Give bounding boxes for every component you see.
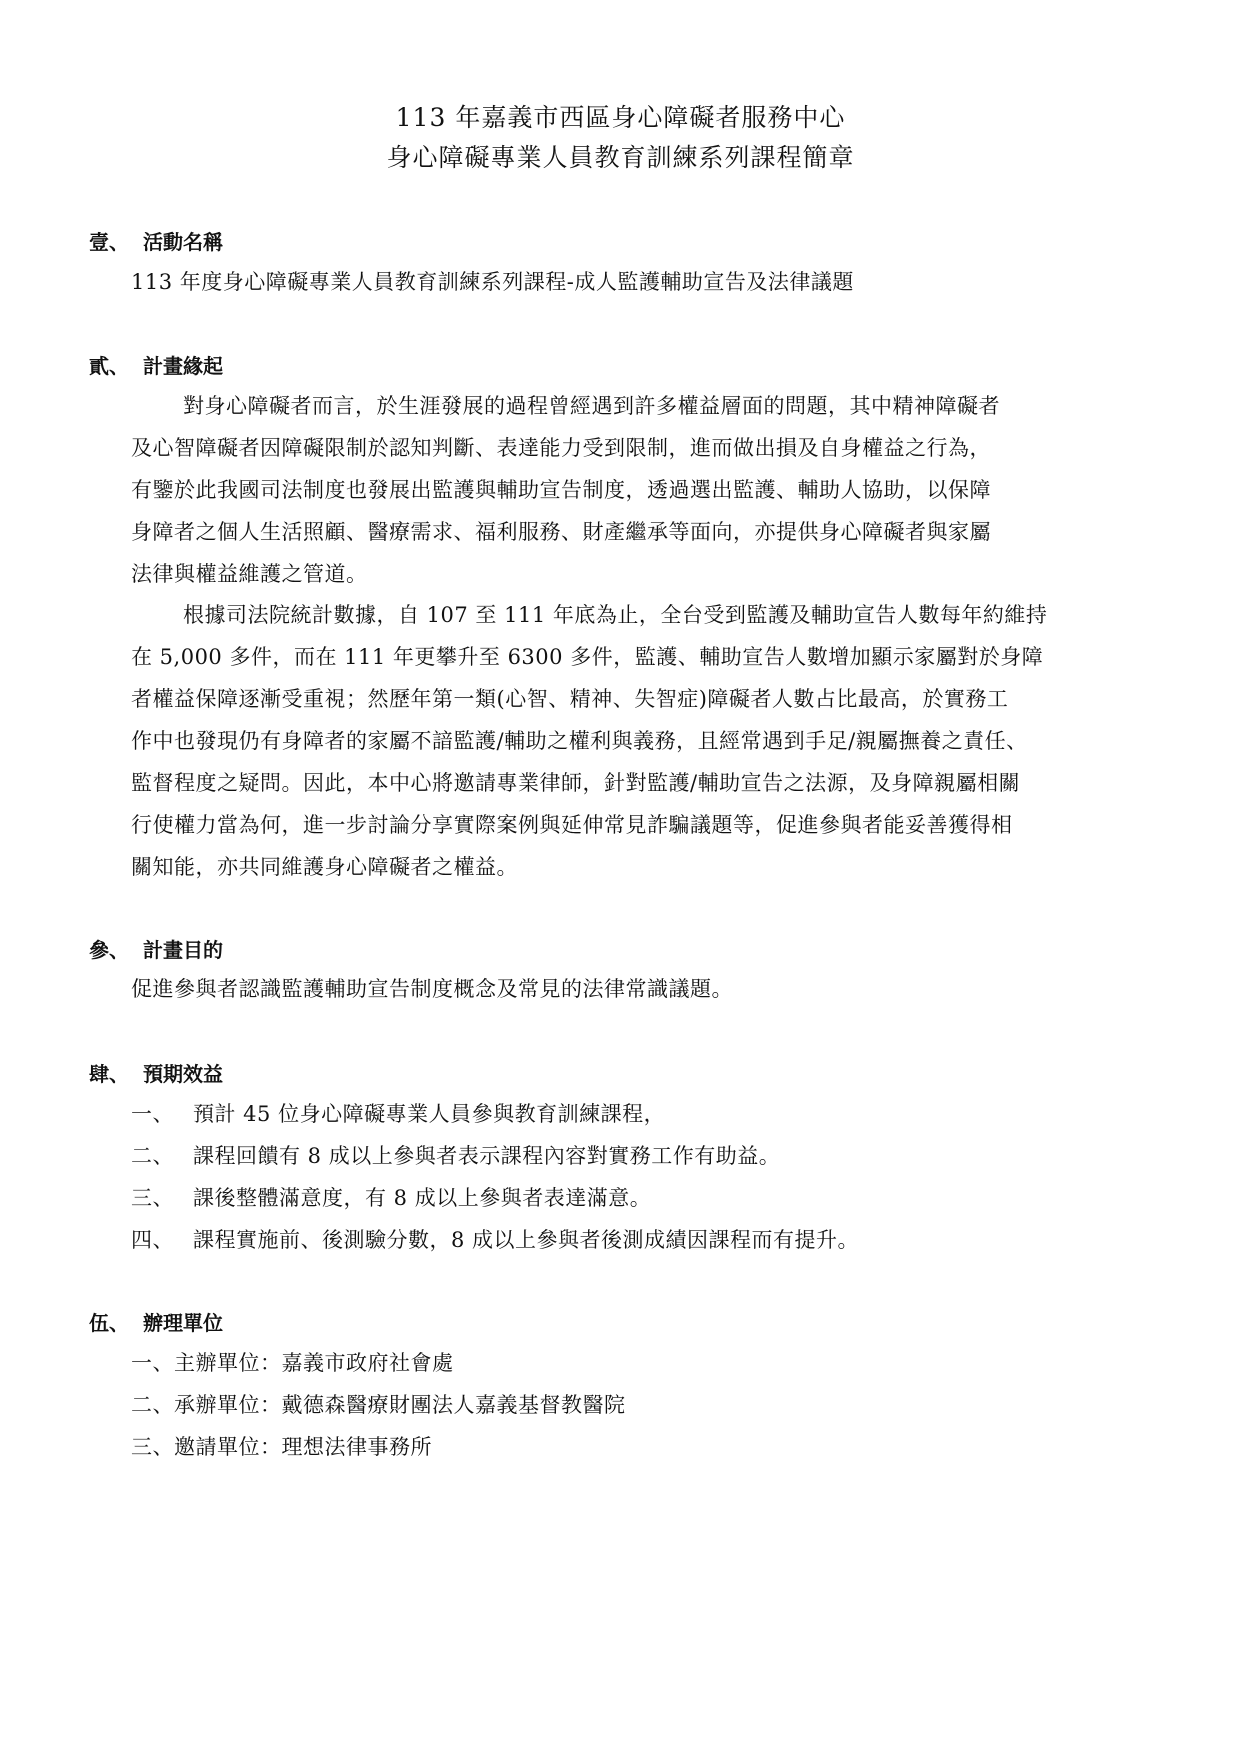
organizer-item: 三、邀請單位：理想法律事務所 xyxy=(131,1435,432,1459)
section-title: 辦理單位 xyxy=(143,1311,223,1335)
section-number: 貳、 xyxy=(89,354,129,378)
origin-paragraph-2-line: 關知能，亦共同維護身心障礙者之權益。 xyxy=(131,855,518,879)
benefit-item-number: 一、 xyxy=(131,1102,174,1126)
origin-paragraph-1-line: 有鑒於此我國司法制度也發展出監護與輔助宣告制度，透過選出監護、輔助人協助，以保障 xyxy=(131,478,991,502)
origin-paragraph-2-line: 在 5,000 多件，而在 111 年更攀升至 6300 多件，監護、輔助宣告人數增加顯示家屬對於身障 xyxy=(131,645,1044,669)
section-number: 肆、 xyxy=(89,1062,129,1086)
benefit-item-number: 二、 xyxy=(131,1144,174,1168)
organizer-item: 二、承辦單位：戴德森醫療財團法人嘉義基督教醫院 xyxy=(131,1393,626,1417)
benefit-item xyxy=(131,1098,665,1128)
origin-paragraph-2-line: 者權益保障逐漸受重視；然歷年第一類(心智、精神、失智症)障礙者人數占比最高，於實務工 xyxy=(131,687,1009,711)
origin-paragraph-2-line: 作中也發現仍有身障者的家屬不諳監護/輔助之權利與義務，且經常遇到手足/親屬撫養之責任、 xyxy=(131,729,1028,753)
organizer-item: 一、主辦單位：嘉義市政府社會處 xyxy=(131,1351,454,1375)
section-heading-origin xyxy=(89,350,223,379)
origin-paragraph-1-line: 身障者之個人生活照顧、醫療需求、福利服務、財產繼承等面向，亦提供身心障礙者與家屬 xyxy=(131,520,991,544)
section-title: 活動名稱 xyxy=(143,230,223,254)
section-number: 伍、 xyxy=(89,1311,129,1335)
section-title: 計畫緣起 xyxy=(143,354,223,378)
benefit-item-text: 預計 45 位身心障礙專業人員參與教育訓練課程， xyxy=(193,1102,666,1126)
benefit-item-number: 三、 xyxy=(131,1186,174,1210)
section-title: 預期效益 xyxy=(143,1062,223,1086)
benefit-item-text: 課後整體滿意度，有 8 成以上參與者表達滿意。 xyxy=(193,1186,652,1210)
benefit-item-text: 課程回饋有 8 成以上參與者表示課程內容對實務工作有助益。 xyxy=(193,1144,781,1168)
origin-paragraph-2-line: 監督程度之疑問。因此，本中心將邀請專業律師，針對監護/輔助宣告之法源，及身障親屬相關 xyxy=(131,771,1021,795)
purpose-text: 促進參與者認識監護輔助宣告制度概念及常見的法律常識議題。 xyxy=(131,977,733,1001)
benefit-item xyxy=(131,1224,859,1254)
section-heading-expected-benefits xyxy=(89,1058,223,1087)
benefit-item xyxy=(131,1140,780,1170)
origin-paragraph-2-line: 根據司法院統計數據，自 107 至 111 年底為止，全台受到監護及輔助宣告人數每年約維持 xyxy=(183,603,1048,627)
section-heading-purpose xyxy=(89,934,223,963)
origin-paragraph-1-line: 及心智障礙者因障礙限制於認知判斷、表達能力受到限制，進而做出損及自身權益之行為， xyxy=(131,436,991,460)
section-heading-organizers xyxy=(89,1307,223,1336)
origin-paragraph-2-line: 行使權力當為何，進一步討論分享實際案例與延伸常見詐騙議題等，促進參與者能妥善獲得相 xyxy=(131,813,1013,837)
benefit-item xyxy=(131,1182,651,1212)
section-number: 壹、 xyxy=(89,230,129,254)
section-number: 參、 xyxy=(89,938,129,962)
title-line-2: 身心障礙專業人員教育訓練系列課程簡章 xyxy=(386,143,855,172)
section-title: 計畫目的 xyxy=(143,938,223,962)
activity-name-text: 113 年度身心障礙專業人員教育訓練系列課程-成人監護輔助宣告及法律議題 xyxy=(131,270,854,294)
benefit-item-text: 課程實施前、後測驗分數，8 成以上參與者後測成績因課程而有提升。 xyxy=(193,1228,860,1252)
section-heading-activity-name xyxy=(89,226,223,255)
origin-paragraph-1-line: 法律與權益維護之管道。 xyxy=(131,562,368,586)
origin-paragraph-1-line: 對身心障礙者而言，於生涯發展的過程曾經遇到許多權益層面的問題，其中精神障礙者 xyxy=(183,394,1000,418)
benefit-item-number: 四、 xyxy=(131,1228,174,1252)
title-line-1: 113 年嘉義市西區身心障礙者服務中心 xyxy=(395,103,846,132)
